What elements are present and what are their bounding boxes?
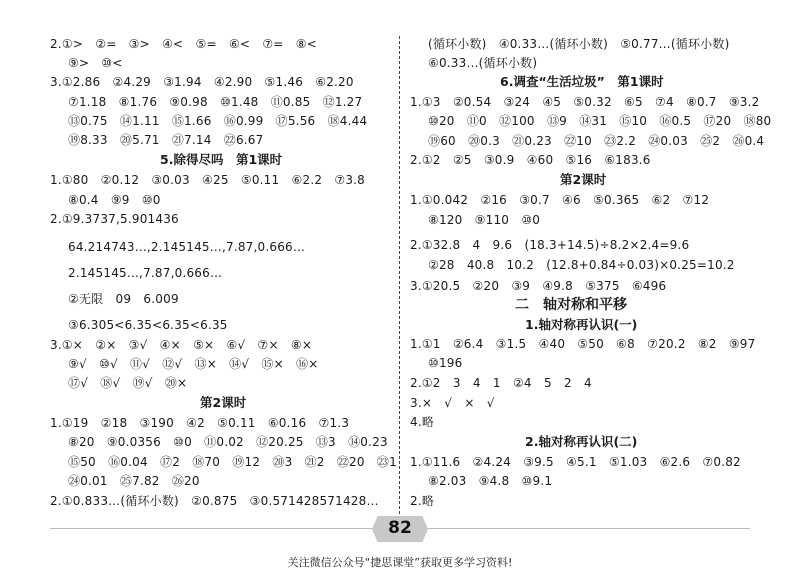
answer-line: ⑩196 [428, 356, 463, 370]
answer-line: (循环小数) ④0.33…(循环小数) ⑤0.77…(循环小数) [428, 37, 730, 51]
answer-line: ②无限 09 6.009 [68, 292, 179, 306]
answer-line: 4.略 [410, 415, 435, 429]
answer-line: 2.①2 3 4 1 ②4 5 2 4 [410, 376, 592, 390]
answer-line: 2.145145…,7.87,0.666… [68, 266, 223, 280]
answer-line: 3.①20.5 ②20 ③9 ④9.8 ⑤375 ⑥496 [410, 279, 667, 293]
answer-line: 1.①1 ②6.4 ③1.5 ④40 ⑤50 ⑥8 ⑦20.2 ⑧2 ⑨97 [410, 337, 756, 351]
footer-note: 关注微信公众号“捷思课堂”获取更多学习资料! [287, 556, 513, 569]
page-number: 82 [388, 518, 412, 538]
section-heading: 6.调查“生活垃圾” 第1课时 [500, 74, 664, 89]
section-heading: 2.轴对称再认识(二) [525, 434, 638, 449]
chapter-heading: 二 轴对称和平移 [515, 297, 627, 313]
column-divider [399, 36, 400, 514]
section-heading: 第2课时 [560, 172, 607, 187]
answer-line: 1.①19 ②18 ③190 ④2 ⑤0.11 ⑥0.16 ⑦1.3 [50, 416, 350, 430]
answer-line: ⑨√ ⑩√ ⑪√ ⑫√ ⑬× ⑭√ ⑮× ⑯× [68, 357, 319, 371]
answer-line: ③6.305<6.35<6.35<6.35 [68, 318, 228, 332]
answer-line: 2.①0.833…(循环小数) ②0.875 ③0.571428571428… [50, 494, 379, 508]
answer-line: ⑦1.18 ⑧1.76 ⑨0.98 ⑩1.48 ⑪0.85 ⑫1.27 [68, 95, 363, 109]
answer-line: ⑨> ⑩< [68, 56, 123, 70]
answer-line: 2.略 [410, 494, 435, 508]
answer-line: ㉔0.01 ㉕7.82 ㉖20 [68, 474, 200, 488]
answer-line: ⑧20 ⑨0.0356 ⑩0 ⑪0.02 ⑫20.25 ⑬3 ⑭0.23 [68, 435, 388, 449]
answer-line: 3.①2.86 ②4.29 ③1.94 ④2.90 ⑤1.46 ⑥2.20 [50, 75, 354, 89]
answer-line: 2.①2 ②5 ③0.9 ④60 ⑤16 ⑥183.6 [410, 153, 651, 167]
section-heading: 1.轴对称再认识(一) [525, 317, 638, 332]
answer-line: 3.× √ × √ [410, 396, 495, 410]
answer-line: 1.①80 ②0.12 ③0.03 ④25 ⑤0.11 ⑥2.2 ⑦3.8 [50, 173, 366, 187]
answer-line: ⑬0.75 ⑭1.11 ⑮1.66 ⑯0.99 ⑰5.56 ⑱4.44 [68, 114, 368, 128]
answer-line: ⑲8.33 ⑳5.71 ㉑7.14 ㉒6.67 [68, 133, 264, 147]
answer-line: ⑮50 ⑯0.04 ⑰2 ⑱70 ⑲12 ⑳3 ㉑2 ㉒20 ㉓1 [68, 455, 397, 469]
answer-line: ⑧120 ⑨110 ⑩0 [428, 213, 541, 227]
answer-line: 64.214743…,2.145145…,7.87,0.666… [68, 240, 306, 254]
answer-line: ⑰√ ⑱√ ⑲√ ⑳× [68, 376, 188, 390]
answer-line: ⑲60 ⑳0.3 ㉑0.23 ㉒10 ㉓2.2 ㉔0.03 ㉕2 ㉖0.4 [428, 134, 765, 148]
answer-line: ②28 40.8 10.2 (12.8+0.84÷0.03)×0.25=10.2 [428, 258, 735, 272]
answer-line: 2.①> ②= ③> ④< ⑤= ⑥< ⑦= ⑧< [50, 37, 317, 51]
section-heading: 第2课时 [200, 395, 247, 410]
answer-line: 2.①9.3737,5.901436 [50, 212, 179, 226]
answer-line: 3.①× ②× ③√ ④× ⑤× ⑥√ ⑦× ⑧× [50, 338, 313, 352]
answer-line: 1.①11.6 ②4.24 ③9.5 ④5.1 ⑤1.03 ⑥2.6 ⑦0.82 [410, 455, 741, 469]
answer-line: ⑧0.4 ⑨9 ⑩0 [68, 193, 161, 207]
answer-line: 1.①0.042 ②16 ③0.7 ④6 ⑤0.365 ⑥2 ⑦12 [410, 193, 710, 207]
answer-line: 2.①32.8 4 9.6 (18.3+14.5)÷8.2×2.4=9.6 [410, 238, 690, 252]
answer-line: ⑩20 ⑪0 ⑫100 ⑬9 ⑭31 ⑮10 ⑯0.5 ⑰20 ⑱80 [428, 114, 772, 128]
section-heading: 5.除得尽吗 第1课时 [160, 152, 283, 167]
answer-line: ⑥0.33…(循环小数) [428, 56, 538, 70]
answer-line: ⑧2.03 ⑨4.8 ⑩9.1 [428, 474, 553, 488]
answer-line: 1.①3 ②0.54 ③24 ④5 ⑤0.32 ⑥5 ⑦4 ⑧0.7 ⑨3.2 [410, 95, 760, 109]
